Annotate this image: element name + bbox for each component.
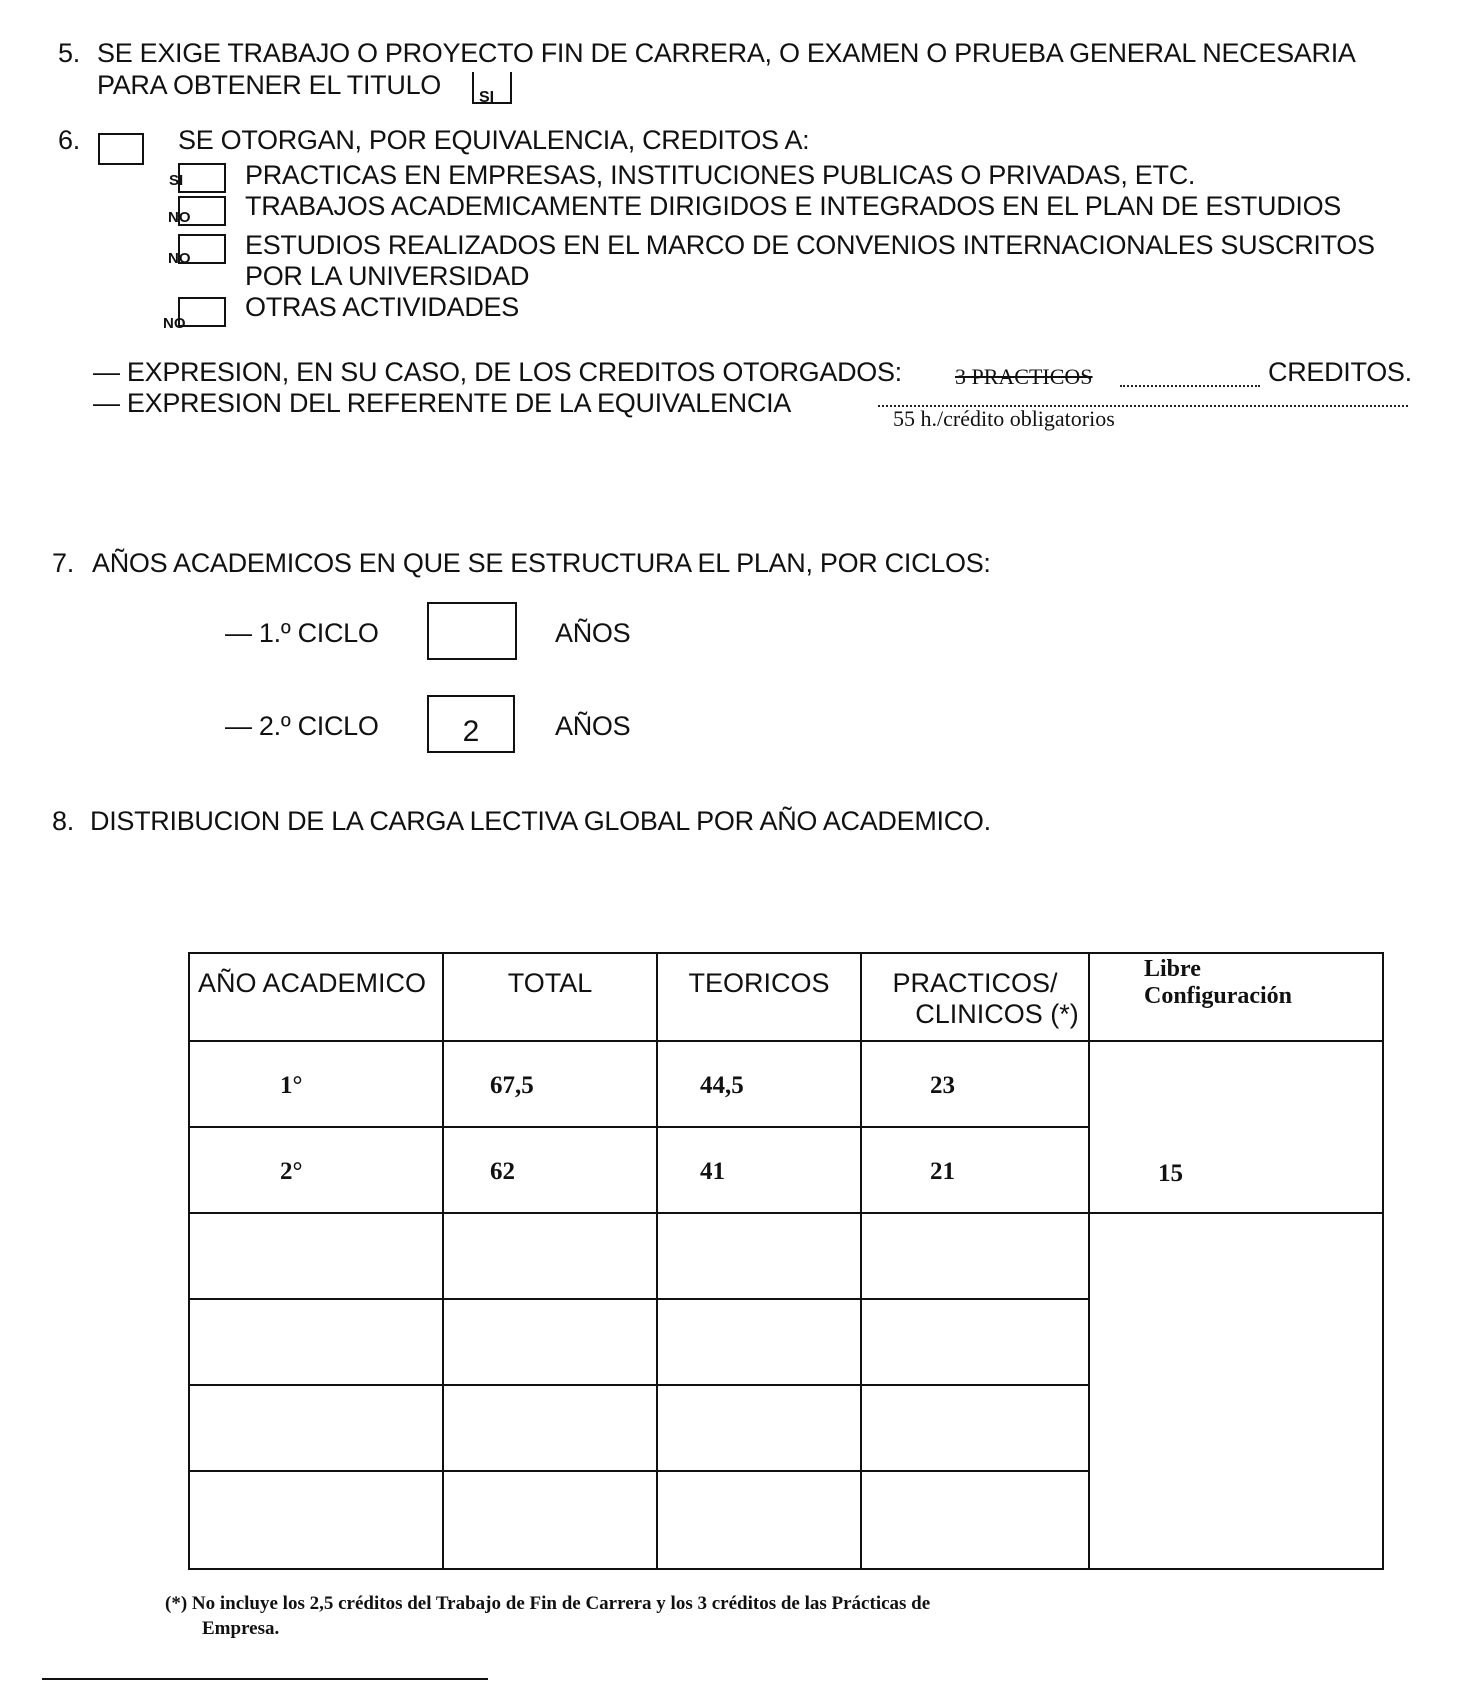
cell-empty <box>861 1385 1089 1471</box>
option-label-otras: OTRAS ACTIVIDADES <box>245 292 519 322</box>
cell-teoricos: 41 <box>657 1127 861 1213</box>
cell-empty <box>189 1299 443 1385</box>
cell-total: 67,5 <box>443 1041 657 1127</box>
col-header-libre: Libre Configuración <box>1089 953 1383 1041</box>
cell-empty <box>861 1471 1089 1569</box>
col-header-ano: AÑO ACADEMICO <box>189 953 443 1041</box>
cell-empty <box>189 1385 443 1471</box>
option-mark-otras: NO <box>163 315 186 332</box>
cycle1-unit: AÑOS <box>555 618 631 648</box>
cell-empty <box>443 1385 657 1471</box>
cell-empty <box>861 1213 1089 1299</box>
cell-empty <box>443 1471 657 1569</box>
option-mark-trabajos: NO <box>168 209 191 226</box>
cell-empty <box>657 1213 861 1299</box>
item5-question-line1: SE EXIGE TRABAJO O PROYECTO FIN DE CARRERA, O EXAMEN O PRUEBA GENERAL NECESARIA <box>97 38 1356 68</box>
cell-ano: 1° <box>189 1041 443 1127</box>
cell-total: 62 <box>443 1127 657 1213</box>
cell-empty <box>861 1299 1089 1385</box>
option-mark-estudios: NO <box>168 250 191 267</box>
credits-dotted-line <box>1120 385 1260 387</box>
cell-empty <box>189 1213 443 1299</box>
item7-heading: AÑOS ACADEMICOS EN QUE SE ESTRUCTURA EL PLAN, POR CICLOS: <box>92 548 991 578</box>
cycle1-label: — 1.º CICLO <box>225 618 379 648</box>
bottom-rule <box>42 1678 488 1680</box>
option-mark-practicas: SI <box>169 172 184 189</box>
credits-unit: CREDITOS. <box>1268 357 1412 387</box>
cell-empty <box>657 1299 861 1385</box>
cell-empty <box>657 1471 861 1569</box>
col-header-practicos: PRACTICOS/ CLINICOS (*) <box>861 953 1089 1041</box>
cell-practicos: 21 <box>861 1127 1089 1213</box>
col-header-teoricos: TEORICOS <box>657 953 861 1041</box>
option-label-trabajos: TRABAJOS ACADEMICAMENTE DIRIGIDOS E INTEGRADOS EN EL PLAN DE ESTUDIOS <box>245 191 1342 221</box>
footnote-line1: (*) No incluye los 2,5 créditos del Trabajo de Fin de Carrera y los 3 créditos de las Prácticas de <box>165 1593 931 1614</box>
cell-ano: 2° <box>189 1127 443 1213</box>
cycle1-years-box[interactable] <box>427 602 517 660</box>
cell-empty <box>443 1299 657 1385</box>
option-label-estudios-line2: POR LA UNIVERSIDAD <box>245 261 530 291</box>
referent-value: 55 h./crédito obligatorios <box>893 406 1115 431</box>
cell-empty <box>189 1471 443 1569</box>
option-label-estudios: ESTUDIOS REALIZADOS EN EL MARCO DE CONVENIOS INTERNACIONALES SUSCRITOS <box>245 230 1375 260</box>
carga-lectiva-table <box>188 952 1384 1570</box>
footnote-line2: Empresa. <box>202 1618 280 1639</box>
item6-heading: SE OTORGAN, POR EQUIVALENCIA, CREDITOS A: <box>178 125 810 155</box>
item5-question-line2: PARA OBTENER EL TITULO <box>97 70 441 100</box>
credits-value: 3 PRACTICOS <box>955 364 1093 389</box>
item6-number: 6. <box>58 125 80 155</box>
col-header-total: TOTAL <box>443 953 657 1041</box>
cell-libre-merged: 15 <box>1089 1041 1383 1213</box>
option-box-practicas[interactable] <box>178 163 226 193</box>
cell-practicos: 23 <box>861 1041 1089 1127</box>
item5-number: 5. <box>58 38 80 68</box>
cell-teoricos: 44,5 <box>657 1041 861 1127</box>
cell-empty <box>443 1213 657 1299</box>
cycle2-unit: AÑOS <box>555 711 631 741</box>
referent-line-label: — EXPRESION DEL REFERENTE DE LA EQUIVALENCIA <box>93 388 791 418</box>
credits-line-label: — EXPRESION, EN SU CASO, DE LOS CREDITOS OTORGADOS: <box>93 357 902 387</box>
item8-heading: DISTRIBUCION DE LA CARGA LECTIVA GLOBAL POR AÑO ACADEMICO. <box>90 806 991 836</box>
cycle2-years-value: 2 <box>462 715 480 748</box>
table-row <box>189 1041 1383 1127</box>
option-label-practicas: PRACTICAS EN EMPRESAS, INSTITUCIONES PUBLICAS O PRIVADAS, ETC. <box>245 160 1196 190</box>
item8-number: 8. <box>52 806 74 836</box>
item7-number: 7. <box>52 548 74 578</box>
cell-libre-empty <box>1089 1213 1383 1569</box>
item5-answer-mark: SI <box>479 89 495 106</box>
table-header-row <box>189 953 1383 1041</box>
cycle2-label: — 2.º CICLO <box>225 711 379 741</box>
cell-empty <box>657 1385 861 1471</box>
item6-checkbox[interactable] <box>98 133 144 165</box>
table-row <box>189 1213 1383 1299</box>
